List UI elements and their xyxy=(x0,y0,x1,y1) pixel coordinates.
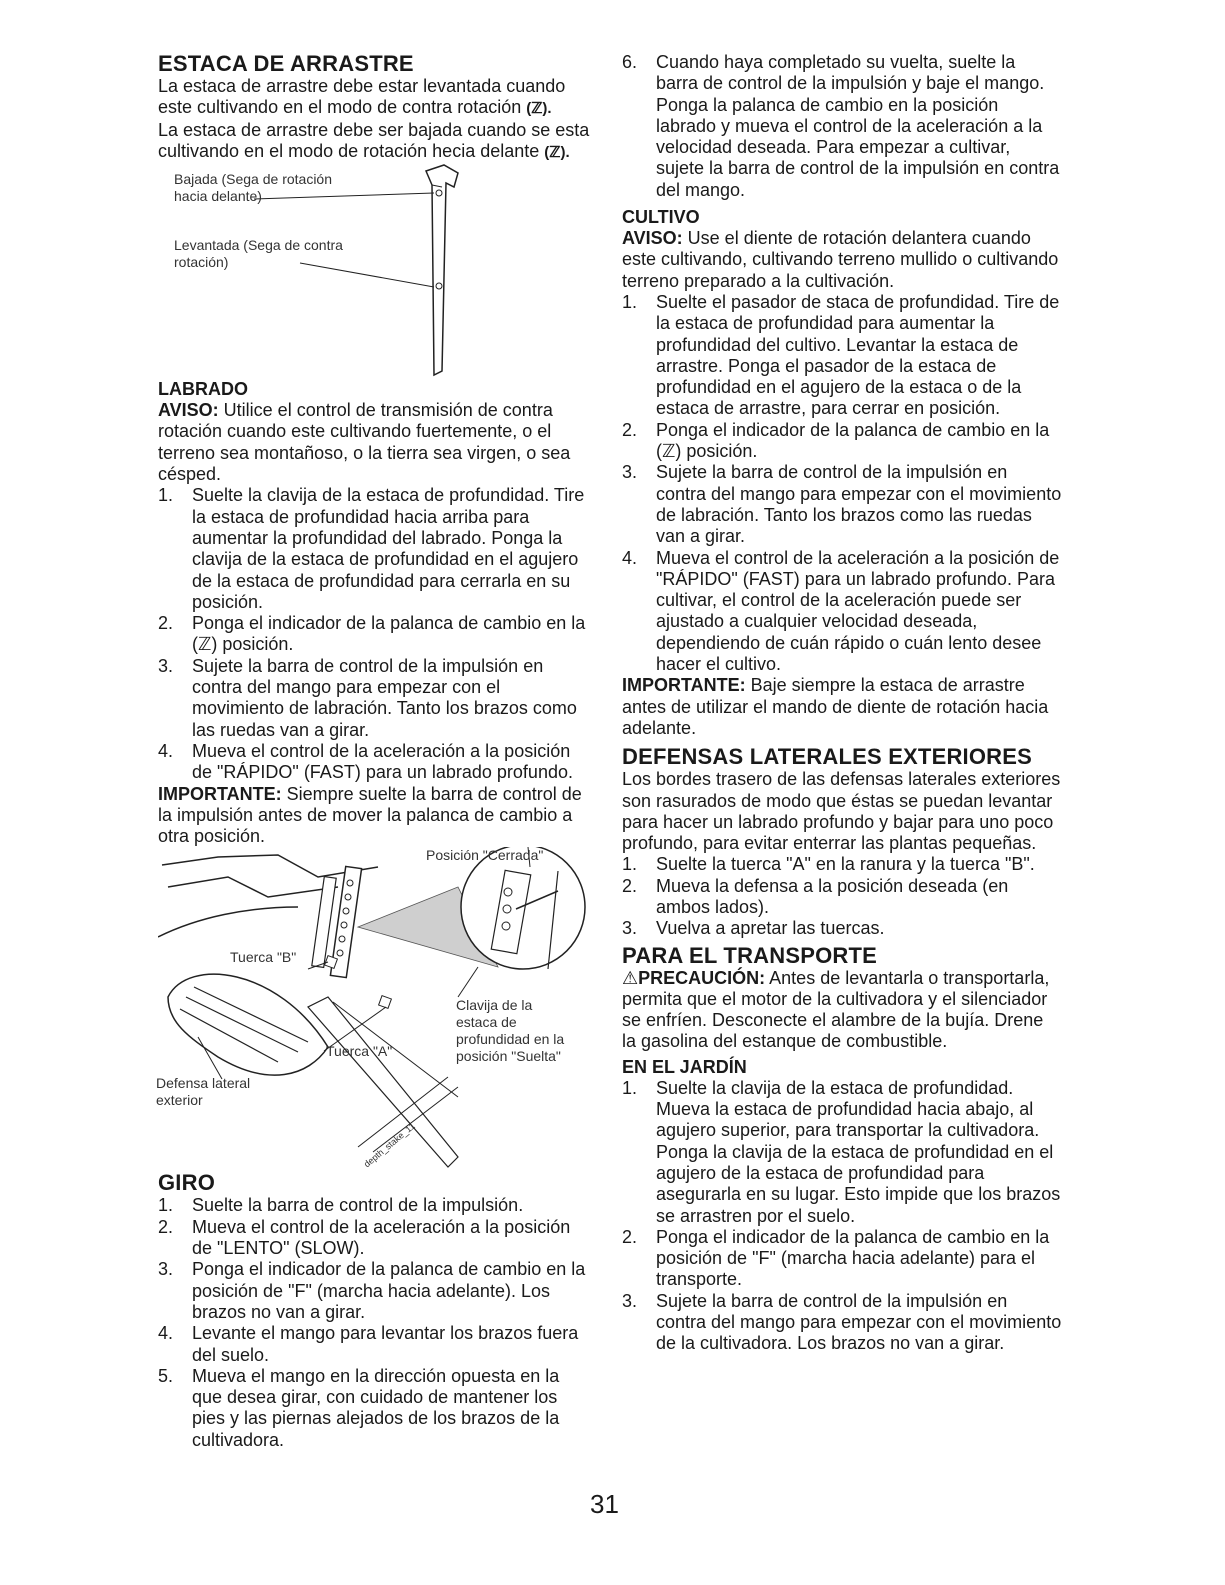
label-nut-a: Tuerca "A" xyxy=(326,1043,393,1060)
label-depth-pin: Clavija de la estaca de profundidad en la posición "Suelta" xyxy=(456,997,565,1065)
label-side-shield: Defensa lateral exterior xyxy=(156,1075,251,1109)
item-text: Sujete la barra de control de la impulsión en contra del mango para empezar con el movimiento de la cultivadora. Los brazos no van a girar. xyxy=(656,1290,1062,1354)
list-item xyxy=(622,918,1062,939)
item-text: Mueva el mango en la dirección opuesta en la que desea girar, con cuidado de mantener los pies y las piernas alejados de los brazos de la cultivadora. xyxy=(192,1365,560,1450)
item-number: 2. xyxy=(158,613,174,634)
heading-defensas: DEFENSAS LATERALES EXTERIORES xyxy=(622,744,1032,770)
list-item xyxy=(622,292,1062,420)
transporte-steps xyxy=(622,1078,1062,1355)
giro-steps xyxy=(158,1195,590,1451)
item-number: 6. xyxy=(622,52,638,72)
right-column xyxy=(622,52,1062,1355)
transporte-precaucion xyxy=(622,968,1062,1053)
list-item xyxy=(158,741,590,784)
list-item xyxy=(158,656,590,741)
list-item xyxy=(158,1217,590,1260)
rotation-symbol-icon: (ℤ). xyxy=(544,143,570,161)
list-item xyxy=(622,52,1062,201)
aviso-text: Use el diente de rotación delantera cuando este cultivando, cultivando terreno mullido o cultivando terreno preparado a la cultivación. xyxy=(622,228,1059,291)
item-text: Suelte la clavija de la estaca de profundidad. Tire la estaca de profundidad hacia arriba para aumentar la profundidad del labrado. Ponga la clavija de la estaca de profundidad en el agujero de la estaca de profundidad para cerrarla en su posición. xyxy=(192,485,585,612)
giro-steps-continued xyxy=(622,52,1062,201)
item-text: Ponga el indicador de la palanca de cambio en la posición de "F" (marcha hacia adelante). Los brazos no van a girar. xyxy=(192,1259,586,1322)
importante-text: Siempre suelte la barra de control de la impulsión antes de mover la palanca de cambio a otra posición. xyxy=(158,783,582,847)
item-text: Cuando haya completado su vuelta, suelte la barra de control de la impulsión y baje el mango. Ponga la palanca de cambio en la posición labrado y mueva el control de la aceleración a la velocidad deseada. Para empezar a cultivar, sujete la barra de control de la impulsión en contra del mango. xyxy=(656,52,1060,200)
item-text: Suelte la clavija de la estaca de profundidad. Mueva la estaca de profundidad hacia abajo, al agujero superior, para transportar la cultivadora. Ponga la clavija de la estaca de profundidad en el agujero de la estaca de profundidad para asegurarla en su lugar. Esto impide que los brazos se arrastren por el suelo. xyxy=(656,1077,1061,1226)
item-number: 3. xyxy=(622,918,638,939)
estaca-para-2-text: La estaca de arrastre debe ser bajada cuando se esta cultivando en el modo de rotación hecia delante xyxy=(158,119,590,161)
item-number: 1. xyxy=(158,1195,174,1216)
item-number: 1. xyxy=(158,485,174,506)
label-raised: Levantada (Sega de contra rotación) xyxy=(174,237,343,271)
list-item xyxy=(158,613,590,656)
item-text: Mueva el control de la aceleración a la posición de "RÁPIDO" (FAST) para un labrado profundo. xyxy=(192,740,573,783)
list-item xyxy=(158,1366,590,1451)
item-number: 4. xyxy=(158,740,174,761)
label-closed-position: Posición "Cerrada" xyxy=(426,847,544,864)
aviso-label: AVISO: xyxy=(158,400,219,421)
item-number: 5. xyxy=(158,1365,174,1386)
list-item xyxy=(158,485,590,613)
aviso-text: Utilice el control de transmisión de contra rotación cuando este cultivando fuertemente, o el terreno sea montañoso, o la tierra sea virgen, o sea césped. xyxy=(158,400,571,485)
precaucion-label: PRECAUCIÓN: xyxy=(638,967,766,988)
list-item xyxy=(158,1195,590,1216)
labrado-importante xyxy=(158,784,590,848)
item-number: 2. xyxy=(622,419,638,440)
item-text: Mueva la defensa a la posición deseada (en ambos lados). xyxy=(656,875,1009,917)
item-number: 3. xyxy=(158,1259,174,1280)
figure-reference: depth_stake_11 xyxy=(361,1121,417,1170)
drag-stake-figure xyxy=(158,163,590,379)
list-item xyxy=(622,1227,1062,1291)
heading-labrado: LABRADO xyxy=(158,379,248,400)
labrado-aviso xyxy=(158,400,590,485)
item-number: 1. xyxy=(622,291,638,312)
estaca-para-1 xyxy=(158,76,590,120)
importante-text: Baje siempre la estaca de arrastre antes de utilizar el mando de diente de rotación hacia adelante. xyxy=(622,675,1049,738)
list-item xyxy=(622,548,1062,676)
list-item xyxy=(622,420,1062,463)
label-lowered: Bajada (Sega de rotación hacia delante) xyxy=(174,171,332,205)
list-item xyxy=(622,876,1062,919)
cultivo-steps xyxy=(622,292,1062,675)
item-text: Ponga el indicador de la palanca de cambio en la posición de "F" (marcha hacia adelante) para el transporte. xyxy=(656,1226,1050,1290)
item-text: Ponga el indicador de la palanca de cambio en la (ℤ) posición. xyxy=(192,613,586,655)
labrado-steps xyxy=(158,485,590,783)
list-item xyxy=(622,1078,1062,1227)
label-nut-b: Tuerca "B" xyxy=(230,949,297,966)
defensas-steps xyxy=(622,854,1062,939)
list-item xyxy=(158,1259,590,1323)
estaca-para-1-text: La estaca de arrastre debe estar levantada cuando este cultivando en el modo de contra rotación xyxy=(158,76,566,118)
item-text: Vuelva a apretar las tuercas. xyxy=(656,918,885,939)
importante-label: IMPORTANTE: xyxy=(622,675,746,696)
list-item xyxy=(158,1323,590,1366)
depth-stake-figure xyxy=(158,847,590,1171)
item-text: Sujete la barra de control de la impulsión en contra del mango para empezar con el movimiento de labración. Tanto los brazos como las ruedas van a girar. xyxy=(192,655,577,740)
heading-giro: GIRO xyxy=(158,1170,216,1196)
item-number: 3. xyxy=(622,462,638,483)
heading-estaca: ESTACA DE ARRASTRE xyxy=(158,51,414,76)
item-number: 2. xyxy=(622,875,638,896)
heading-jardin: EN EL JARDÍN xyxy=(622,1056,747,1077)
importante-label: IMPORTANTE: xyxy=(158,783,282,804)
item-number: 1. xyxy=(622,1077,638,1098)
rotation-symbol-icon: (ℤ). xyxy=(526,100,552,118)
item-number: 2. xyxy=(622,1226,638,1247)
cultivo-aviso xyxy=(622,228,1062,292)
item-text: Levante el mango para levantar los brazos fuera del suelo. xyxy=(192,1323,579,1365)
item-text: Suelte la barra de control de la impulsión. xyxy=(192,1195,524,1216)
precaucion-text: Antes de levantarla o transportarla, permita que el motor de la cultivadora y el silenciador se enfríen. Desconecte el alambre de la bujía. Drene la gasolina del estanque de combustible. xyxy=(622,967,1050,1052)
cultivo-importante xyxy=(622,675,1062,739)
estaca-para-2 xyxy=(158,120,590,164)
heading-cultivo: CULTIVO xyxy=(622,207,700,228)
list-item xyxy=(622,854,1062,875)
defensas-para: Los bordes trasero de las defensas laterales exteriores son rasurados de modo que éstas se puedan levantar para hacer un labrado profundo y bajar para uno poco profundo, para evitar enterrar las plantas pequeñas. xyxy=(622,769,1061,854)
item-number: 2. xyxy=(158,1216,174,1237)
aviso-label: AVISO: xyxy=(622,228,683,249)
item-text: Sujete la barra de control de la impulsión en contra del mango para empezar con el movimiento de labración. Tanto los brazos como las ruedas van a girar. xyxy=(656,462,1062,547)
item-number: 1. xyxy=(622,854,638,875)
list-item xyxy=(622,1291,1062,1355)
item-text: Mueva el control de la aceleración a la posición de "RÁPIDO" (FAST) para un labrado profundo. Para cultivar, el control de la aceleración puede ser ajustado a cualquier velocidad deseada, dependiendo de cuán rápido o cuán lento desee hacer el cultivo. xyxy=(656,547,1060,675)
warning-triangle-icon: ⚠ xyxy=(622,967,639,988)
item-number: 3. xyxy=(158,655,174,676)
item-text: Mueva el control de la aceleración a la posición de "LENTO" (SLOW). xyxy=(192,1216,571,1259)
left-column xyxy=(158,52,590,1451)
item-text: Ponga el indicador de la palanca de cambio en la (ℤ) posición. xyxy=(656,419,1050,462)
item-number: 4. xyxy=(622,547,638,568)
item-text: Suelte la tuerca "A" en la ranura y la tuerca "B". xyxy=(656,854,1035,875)
heading-transporte: PARA EL TRANSPORTE xyxy=(622,942,877,968)
page-number: 31 xyxy=(590,1489,619,1519)
list-item xyxy=(622,462,1062,547)
item-number: 3. xyxy=(622,1290,638,1311)
item-number: 4. xyxy=(158,1323,174,1344)
item-text: Suelte el pasador de staca de profundidad. Tire de la estaca de profundidad para aumentar la profundidad del cultivo. Levantar la estaca de arrastre. Ponga el pasador de la estaca de profundidad en el agujero de la estaca o de la estaca de arrastre, para cerrar en posición. xyxy=(656,291,1060,419)
